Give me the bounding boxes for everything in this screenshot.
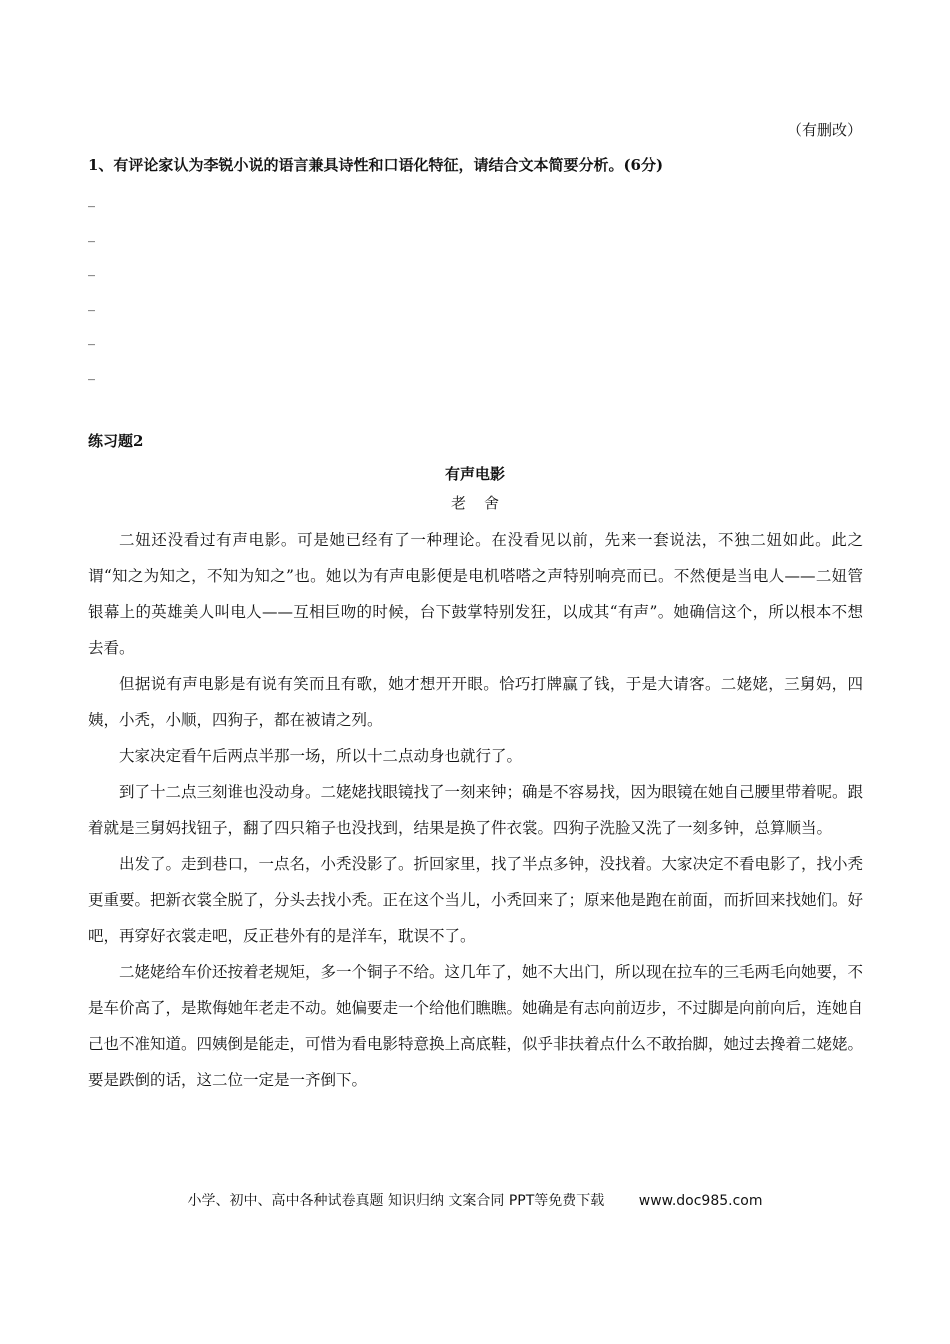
answer-line: _ [88, 364, 95, 381]
paragraph: 但据说有声电影是有说有笑而且有歌，她才想开开眼。恰巧打牌赢了钱，于是大请客。二姥姥，三舅妈，四姨，小秃，小顺，四狗子，都在被请之列。 [88, 675, 863, 729]
paragraph: 二妞还没看过有声电影。可是她已经有了一种理论。在没看见以前，先来一套说法，不独二妞如此。此之谓“知之为知之，不知为知之”也。她以为有声电影便是电机嗒嗒之声特别响亮而已。不然便是当电人——二妞管银幕上的英雄美人叫电人——互相巨吻的时候，台下鼓掌特别发狂，以成其“有声”。她确信这个，所以根本不想去看。 [88, 531, 863, 657]
answer-line: _ [88, 192, 95, 208]
answer-line: _ [88, 261, 95, 277]
exercise-label: 练习题2 [88, 432, 144, 450]
footer-text: 小学、初中、高中各种试卷真题 知识归纳 文案合同 PPT等免费下载 [187, 1193, 605, 1209]
answer-line: _ [88, 226, 95, 243]
page-footer [0, 1190, 950, 1210]
answer-lines [88, 190, 95, 397]
revision-note: （有删改） [786, 121, 862, 139]
paragraph: 二姥姥给车价还按着老规矩，多一个铜子不给。这几年了，她不大出门，所以现在拉车的三毛两毛向她要，不是车价高了，是欺侮她年老走不动。她偏要走一个给他们瞧瞧。她确是有志向前迈步，不过脚是向前向后，连她自己也不准知道。四姨倒是能走，可惜为看电影特意换上高底鞋，似乎非扶着点什么不敢抬脚，她过去搀着二姥姥。要是跌倒的话，这二位一定是一齐倒下。 [88, 963, 864, 1089]
answer-line: _ [88, 330, 95, 346]
footer-site[interactable]: www.doc985.com [638, 1193, 763, 1209]
question-text: 1、有评论家认为李锐小说的语言兼具诗性和口语化特征，请结合文本简要分析。(6分) [88, 156, 664, 174]
paragraph: 到了十二点三刻谁也没动身。二姥姥找眼镜找了一刻来钟；确是不容易找，因为眼镜在她自己腰里带着呢。跟着就是三舅妈找钮子，翻了四只箱子也没找到，结果是换了件衣裳。四狗子洗脸又洗了一刻多钟，总算顺当。 [88, 783, 864, 837]
article-body [88, 522, 863, 1098]
article-title: 有声电影 [444, 465, 505, 483]
paragraph: 大家决定看午后两点半那一场，所以十二点动身也就行了。 [119, 747, 523, 765]
answer-line: _ [88, 295, 95, 312]
article-author: 老舍 [450, 494, 517, 512]
paragraph: 出发了。走到巷口，一点名，小秃没影了。折回家里，找了半点多钟，没找着。大家决定不看电影了，找小秃更重要。把新衣裳全脱了，分头去找小秃。正在这个当儿，小秃回来了；原来他是跑在前面，而折回来找她们。好吧，再穿好衣裳走吧，反正巷外有的是洋车，耽误不了。 [88, 855, 864, 945]
